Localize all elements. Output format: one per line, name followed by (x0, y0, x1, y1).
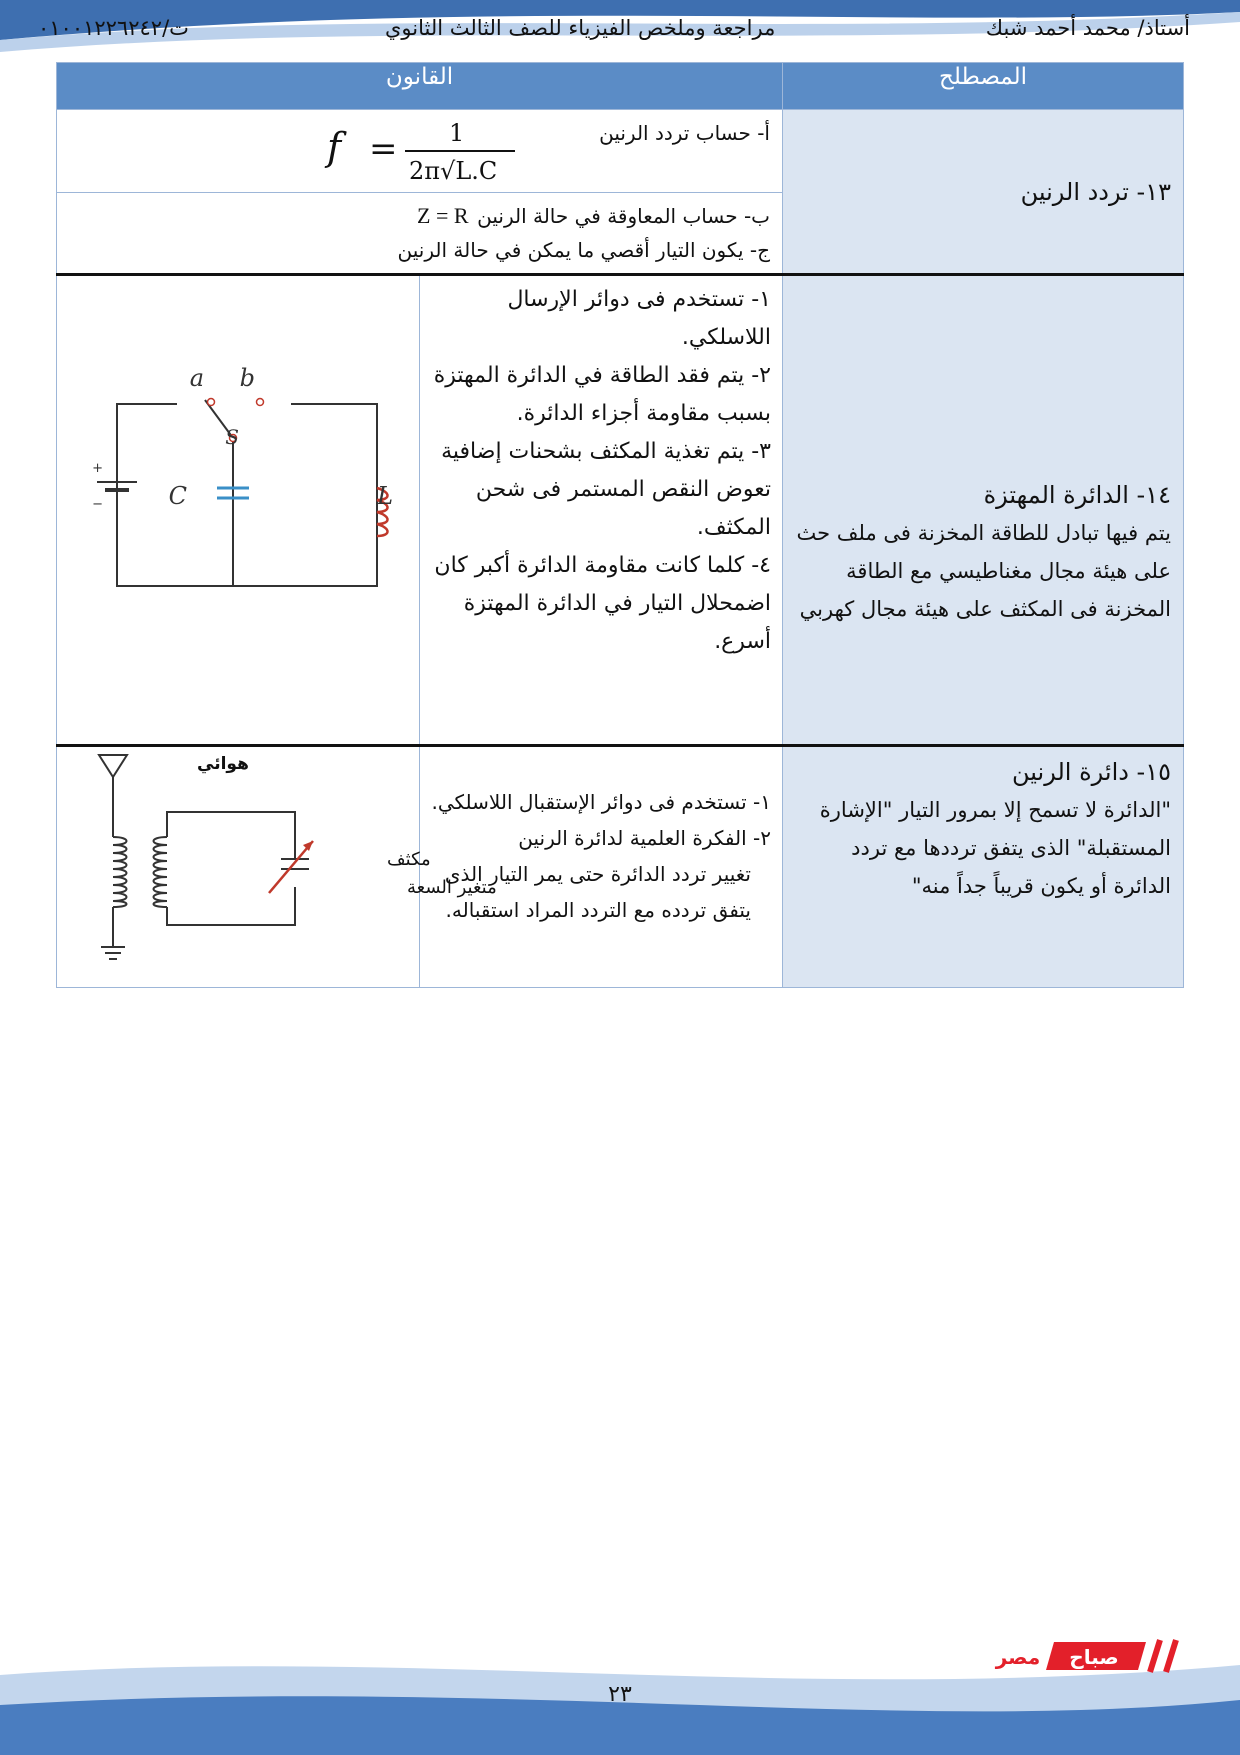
term-definition: "الدائرة لا تسمح إلا بمرور التيار "الإشارة المستقبلة" الذى يتفق ترددها مع تردد الدائرة أو يكون قريباً جداً منه" (819, 798, 1171, 898)
capacitor-label-line1: مكثف (387, 849, 431, 870)
law-a-text: أ- حساب تردد الرنين (599, 121, 770, 145)
term-definition: يتم فيها تبادل للطاقة المخزنة فى ملف حث على هيئة مجال مغناطيسي مع الطاقة المخزنة فى المكثف على هيئة مجال كهربي (796, 521, 1171, 621)
list-item: ١- تستخدم فى دوائر الإرسال اللاسلكي. (507, 287, 771, 350)
formula-equals: = (369, 129, 398, 169)
page-number: ٢٣ (608, 1682, 632, 1707)
law-cell (57, 110, 783, 275)
description-cell (420, 275, 783, 746)
figure-cell (57, 275, 420, 746)
resonance-circuit-diagram (57, 747, 497, 975)
teacher-phone: ت/٠١٠٠١٢٢٦٢٤٢ (38, 16, 189, 40)
term-title: ١٤- الدائرة المهتزة (983, 481, 1171, 509)
fraction-bar (405, 150, 515, 152)
logo-graphic (990, 1636, 1190, 1676)
formula-lhs: f (327, 125, 342, 169)
label-b: b (239, 364, 255, 392)
label-l: L (377, 482, 393, 510)
column-header-term: المصطلح (783, 63, 1184, 110)
terms-table (56, 62, 1184, 988)
antenna-label: هوائي (197, 754, 249, 774)
list-item: ٢- يتم فقد الطاقة في الدائرة المهتزة بسبب مقاومة أجزاء الدائرة. (433, 363, 771, 426)
law-part-a (57, 110, 782, 193)
list-item: ٣- يتم تغذية المكثف بشحنات إضافية تعوض النقص المستمر فى شحن المكثف. (441, 439, 771, 540)
term-title: ١٣- تردد الرنين (1020, 177, 1171, 206)
table-row (57, 110, 1184, 275)
description-cell (420, 746, 783, 988)
list-item: ٤- كلما كانت مقاومة الدائرة أكبر كان اضمحلال التيار في الدائرة المهتزة أسرع. (434, 553, 771, 654)
column-header-law: القانون (57, 63, 783, 110)
label-plus: + (92, 461, 103, 476)
brand-logo (990, 1636, 1190, 1676)
term-cell (783, 275, 1184, 746)
lc-circuit-diagram (57, 276, 407, 648)
law-c-text: ج- يكون التيار أقصي ما يمكن في حالة الرنين (397, 238, 770, 262)
list-item: ١- تستخدم فى دوائر الإستقبال اللاسلكي. (431, 790, 771, 814)
label-s: S (225, 425, 239, 449)
term-cell (783, 746, 1184, 988)
law-part-b (57, 193, 782, 273)
table-header-row (57, 63, 1184, 110)
impedance-formula: Z = R (417, 203, 469, 228)
teacher-name: أستاذ/ محمد أحمد شبك (985, 16, 1190, 40)
formula-denominator: 2π√L.C (409, 157, 498, 185)
term-cell (783, 110, 1184, 275)
logo-text-part1: صباح (1069, 1645, 1119, 1669)
points-list (421, 277, 781, 665)
label-c: C (168, 482, 187, 510)
list-item: ٢- الفكرة العلمية لدائرة الرنين (518, 826, 771, 850)
law-b-text: ب- حساب المعاوقة في حالة الرنين (477, 204, 770, 228)
label-minus: − (92, 497, 103, 512)
table-row (57, 746, 1184, 988)
capacitor-label-line2: متغير السعة (407, 877, 497, 898)
label-a: a (189, 364, 204, 392)
document-title: مراجعة وملخص الفيزياء للصف الثالث الثانوي (385, 16, 776, 40)
term-title: ١٥- دائرة الرنين (1012, 758, 1171, 786)
formula-numerator: 1 (449, 119, 465, 147)
table-row (57, 275, 1184, 746)
list-item: تغيير تردد الدائرة حتى يمر التيار الذى يتفق تردده مع التردد المراد استقباله. (444, 862, 751, 922)
points-list (421, 748, 781, 932)
logo-text-part2: مصر (995, 1645, 1041, 1669)
figure-cell (57, 746, 497, 988)
